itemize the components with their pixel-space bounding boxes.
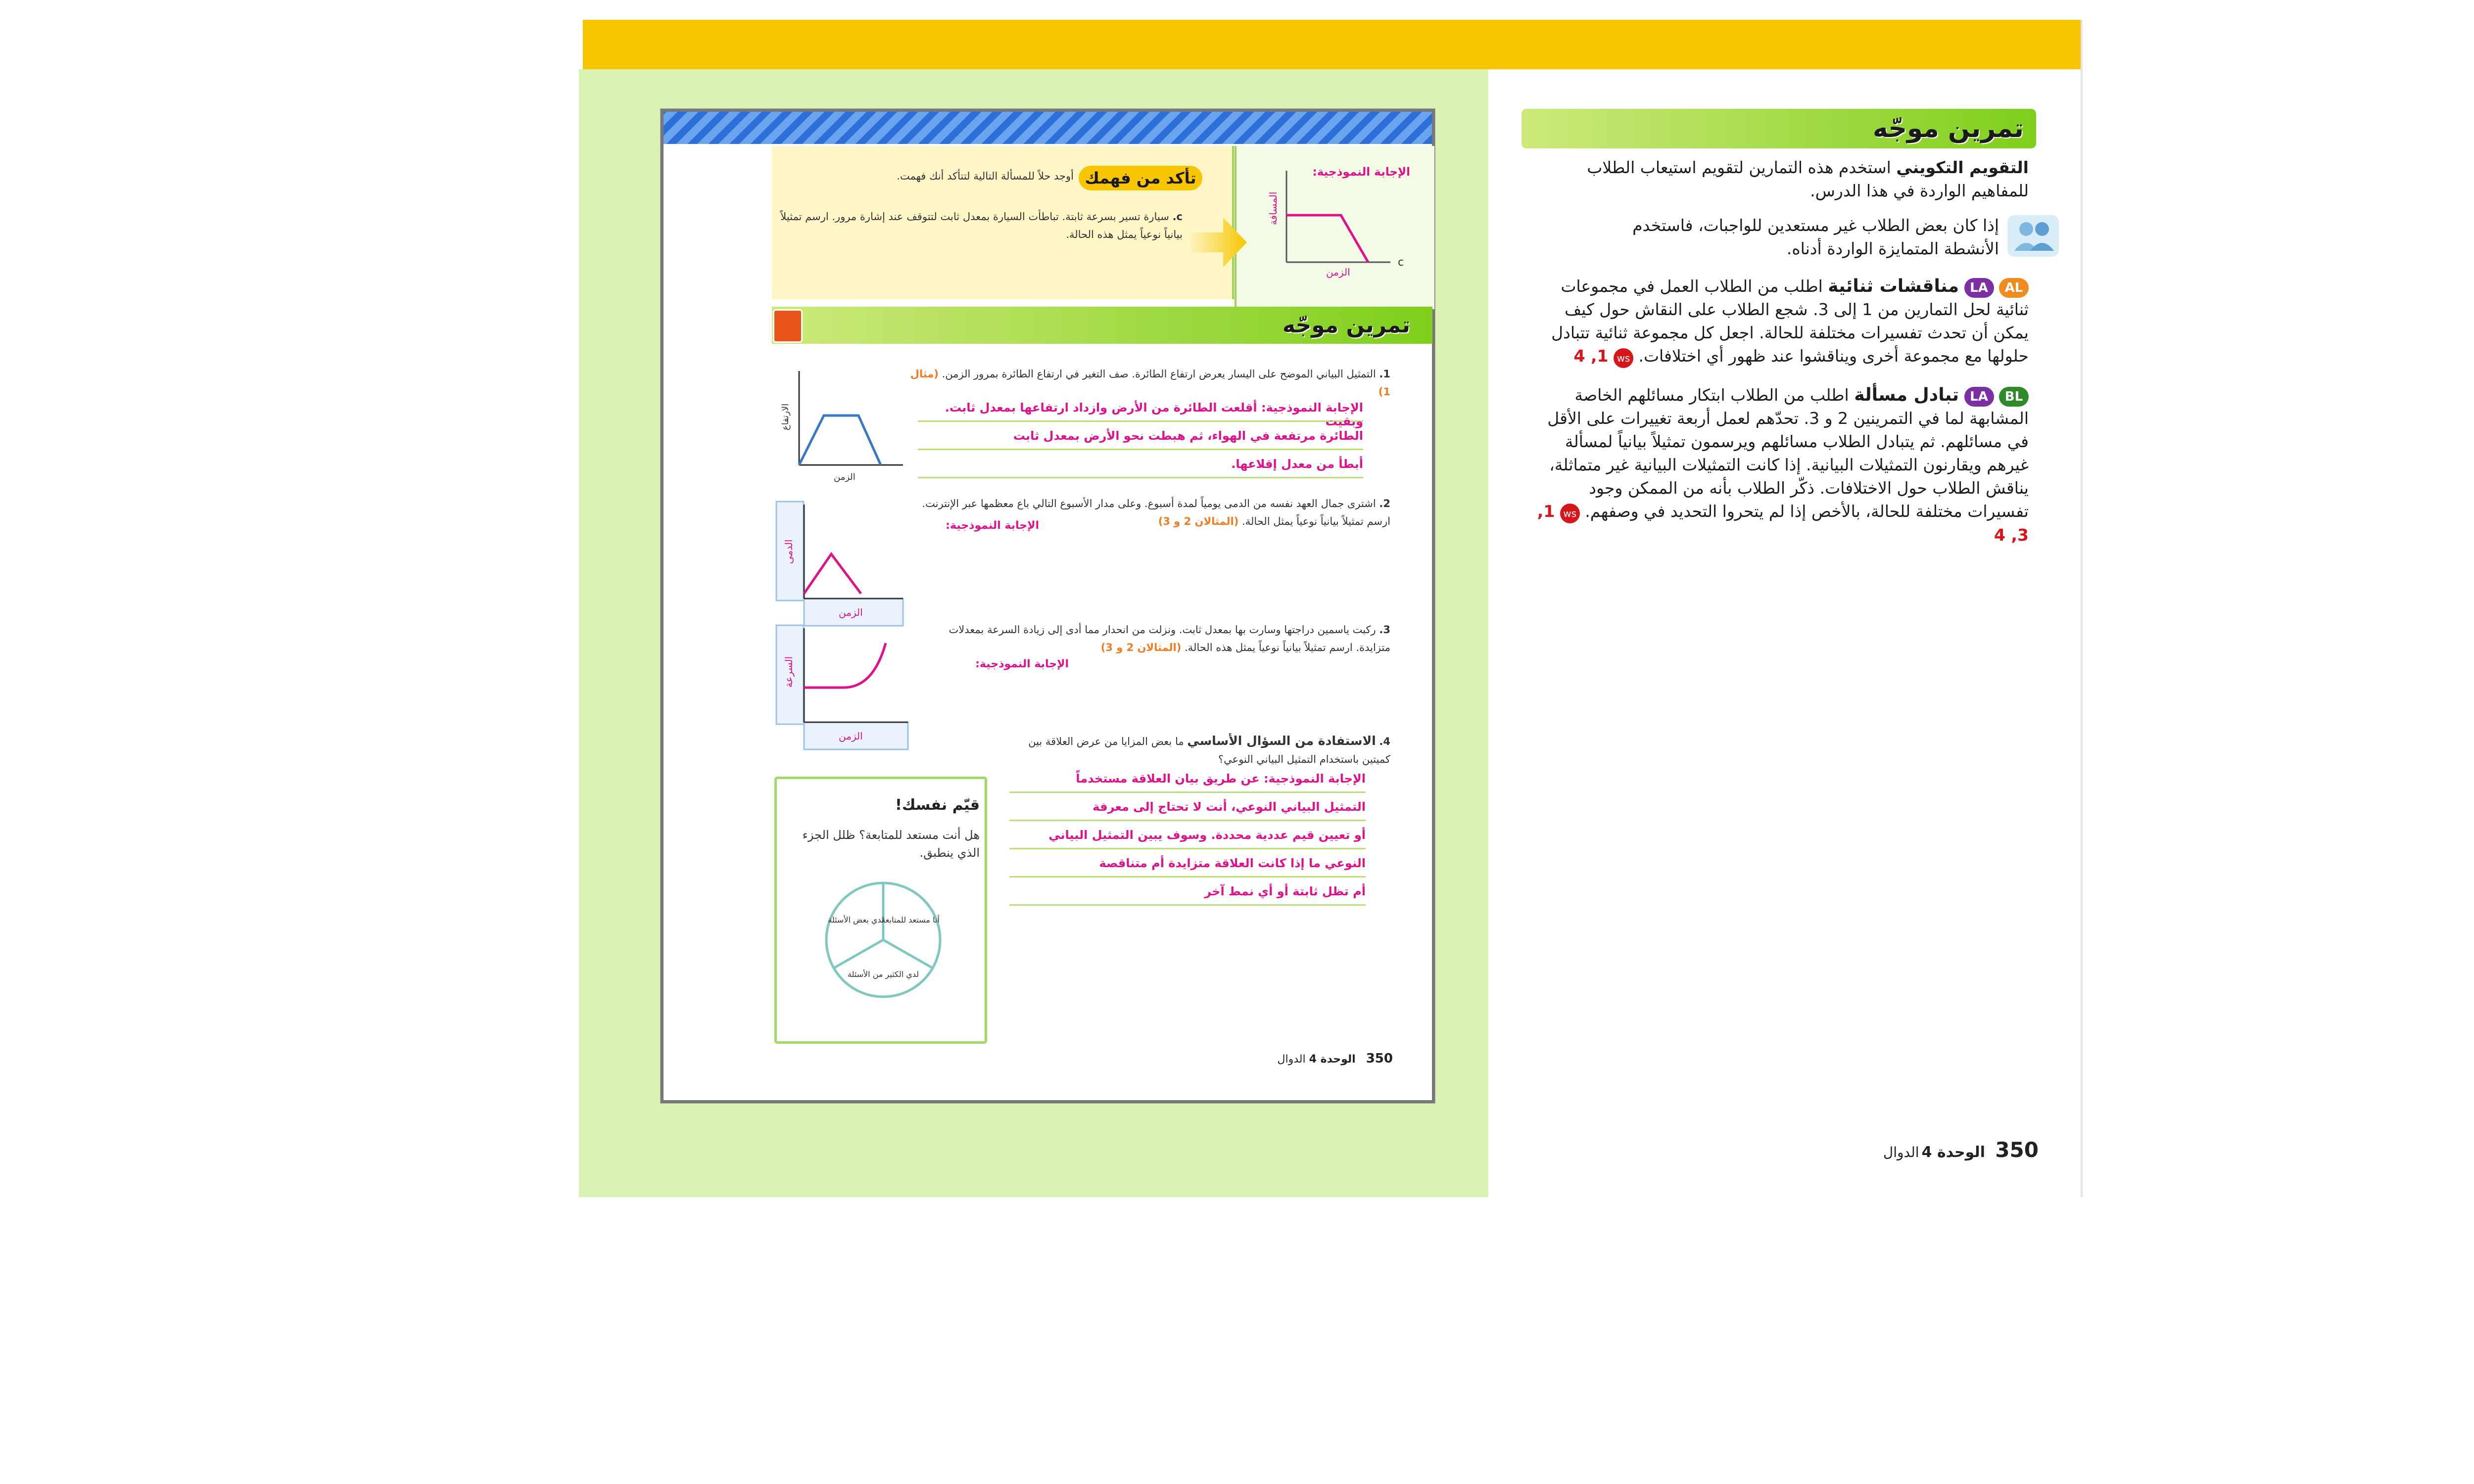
answer-line: الإجابة النموذجية: عن طريق بيان العلاقة مستخدماً bbox=[1009, 772, 1366, 793]
student-page-footer bbox=[1269, 1051, 1393, 1076]
formative-lead: التقويم التكويني bbox=[1896, 158, 2029, 177]
swap-refs: 1, 3, 4 bbox=[1537, 502, 2029, 545]
ws-icon: ws bbox=[1614, 348, 1633, 368]
problem-3-number: 3. bbox=[1379, 624, 1390, 636]
answer-line: النوعي ما إذا كانت العلاقة متزايدة أم متناقصة bbox=[1009, 856, 1366, 878]
answer-line: أبطأ من معدل إقلاعها. bbox=[918, 457, 1363, 478]
self-check-question: هل أنت مستعد للمتابعة؟ ظلل الجزء الذي ينطبق. bbox=[802, 828, 980, 860]
problem-1-graph-y-label: الارتفاع bbox=[780, 403, 791, 430]
problem-1-number: 1. bbox=[1379, 368, 1390, 380]
teacher-topic-label: الدوال bbox=[1883, 1144, 1919, 1160]
problem-3-graph-line bbox=[804, 643, 886, 688]
problem-3-graph-y-label: السرعة bbox=[783, 656, 795, 688]
problem-4-answers bbox=[1009, 772, 1366, 906]
ws-icon: ws bbox=[1560, 504, 1580, 523]
guided-practice-title-student: تمرين موجّه bbox=[1282, 313, 1410, 338]
answer-line: أم تظل ثابتة أو أي نمط آخر bbox=[1009, 884, 1366, 906]
check-problem-letter: c. bbox=[1172, 211, 1183, 223]
answer-line: الإجابة النموذجية: أقلعت الطائرة من الأرض وازداد ارتفاعها بمعدل ثابت. وبقيت bbox=[918, 401, 1363, 422]
problem-3-text: ركبت ياسمين دراجتها وسارت بها بمعدل ثابت. ونزلت من انحدار مما أدى إلى زيادة السرعة بمعدلات متزايدة. ارسم تمثيلاً بيانياً نوعياً يمثل هذه الحالة. bbox=[949, 624, 1390, 653]
problem-2-graph-line bbox=[804, 554, 861, 594]
check-graph-x-label: الزمن bbox=[1326, 266, 1350, 278]
answer-line: أو تعيين قيم عددية محددة. وسوف يبين التمثيل البياني bbox=[1009, 828, 1366, 849]
self-check-segment: لدي بعض الأسئلة bbox=[828, 915, 884, 925]
problem-3-ref: (المثالان 2 و 3) bbox=[1100, 642, 1182, 653]
problem-4 bbox=[1004, 732, 1390, 768]
check-graph-y-label: المسافة bbox=[1267, 191, 1279, 225]
check-graph bbox=[1267, 161, 1425, 279]
problem-2-ref: (المثالان 2 و 3) bbox=[1158, 515, 1239, 527]
problem-2-graph bbox=[774, 500, 908, 628]
problem-1-graph-x-label: الزمن bbox=[834, 472, 856, 482]
self-check-segment: لدي الكثير من الأسئلة bbox=[847, 970, 919, 979]
page-divider bbox=[2081, 20, 2083, 1197]
badge-bl: BL bbox=[1999, 387, 2029, 407]
people-icon bbox=[2006, 210, 2061, 260]
check-graph-tag: c bbox=[1398, 256, 1404, 269]
student-topic-label: الدوال bbox=[1277, 1053, 1306, 1066]
problem-2-answer-label: الإجابة النموذجية: bbox=[946, 519, 1039, 532]
student-unit-label: الوحدة 4 bbox=[1309, 1053, 1356, 1066]
top-color-bar bbox=[583, 20, 2082, 69]
student-page-number: 350 bbox=[1366, 1051, 1393, 1066]
problem-1-graph-line bbox=[799, 416, 881, 465]
teacher-unit-label: الوحدة 4 bbox=[1921, 1144, 1985, 1161]
check-problem bbox=[777, 208, 1183, 243]
problem-2-graph-x-label: الزمن bbox=[839, 606, 863, 618]
teacher-page-footer bbox=[1860, 1138, 2039, 1167]
self-check-title: قيّم نفسك! bbox=[895, 796, 980, 814]
homework-note: إذا كان بعض الطلاب غير مستعدين للواجبات، فاستخدم الأنشطة المتمايزة الواردة أدناه. bbox=[1632, 216, 1999, 258]
check-problem-text: سيارة تسير بسرعة ثابتة. تباطأت السيارة بمعدل ثابت لتتوقف عند إشارة مرور. ارسم تمثيلاً بيانياً نوعياً يمثل هذه الحالة. bbox=[780, 211, 1183, 240]
problem-swap bbox=[1531, 383, 2029, 547]
problem-3-graph bbox=[774, 623, 913, 752]
problem-4-text: ما بعض المزايا من عرض العلاقة بين كميتين باستخدام التمثيل البياني النوعي؟ bbox=[1028, 736, 1390, 765]
guided-practice-title: تمرين موجّه bbox=[1873, 114, 2024, 143]
problem-1-ref: (مثال 1) bbox=[910, 368, 1390, 398]
swap-lead: تبادل مسألة bbox=[1854, 385, 1959, 405]
problem-1-answers bbox=[918, 401, 1363, 478]
pair-lead: مناقشات ثنائية bbox=[1828, 276, 1959, 296]
self-check-segment: أنا مستعد للمتابعة bbox=[881, 915, 940, 925]
swap-text: اطلب من الطلاب ابتكار مسائلهم الخاصة المشابهة لما في التمرينين 2 و 3. تحدّهم لعمل أربعة تغييرات على الأقل في مسائلهم. ثم يتبادل الطلاب مسائلهم ويرسمون تمثيلاً بيانياً لمسألة غيرهم ويقارنون التمثيلات البيانية. إذا كانت التمثيلات البيانية غير متماثلة، يناقش الطلاب حول الاختلافات. ذكّر الطلاب بأنه من الممكن وجود تفسيرات مختلفة للحالة، بالأخص إذا لم يتحروا التحديد في وصفهم. bbox=[1547, 385, 2029, 521]
problem-2-number: 2. bbox=[1379, 498, 1390, 510]
pair-text: اطلب من الطلاب العمل في مجموعات ثنائية لحل التمارين من 1 إلى 3. شجع الطلاب على النقاش حول كيف يمكن أن تحدث تفسيرات مختلفة للحالة. اجعل كل مجموعة ثنائية تتبادل حلولها مع مجموعة أخرى ويناقشوا عند ظهور أي اختلافات. bbox=[1551, 277, 2029, 366]
badge-al: AL bbox=[1999, 278, 2029, 298]
problem-1 bbox=[901, 365, 1390, 401]
problem-3 bbox=[915, 621, 1390, 656]
check-understanding-label: تأكد من فهمك bbox=[1079, 166, 1202, 190]
self-check-pie[interactable] bbox=[814, 871, 952, 1009]
problem-1-text: التمثيل البياني الموضح على اليسار يعرض ارتفاع الطائرة. صف التغير في ارتفاع الطائرة بمرور الزمن. bbox=[942, 368, 1376, 380]
app-icon bbox=[773, 309, 803, 343]
header-stripe bbox=[664, 112, 1432, 144]
check-graph-line bbox=[1286, 215, 1368, 262]
problem-2-text: اشترى جمال العهد نفسه من الدمى يومياً لمدة أسبوع. وعلى مدار الأسبوع التالي باع معظمها عبر الإنترنت. ارسم تمثيلاً بيانياً نوعياً يمثل الحالة. bbox=[922, 498, 1390, 527]
problem-3-answer-label: الإجابة النموذجية: bbox=[975, 658, 1069, 670]
answer-line: التمثيل البياني النوعي، أنت لا تحتاج إلى معرفة bbox=[1009, 800, 1366, 821]
problem-3-graph-x-label: الزمن bbox=[839, 730, 863, 742]
problem-4-number: 4. bbox=[1379, 736, 1390, 747]
problem-1-graph bbox=[774, 366, 908, 485]
teacher-page-number: 350 bbox=[1995, 1138, 2039, 1162]
problem-4-lead: الاستفادة من السؤال الأساسي bbox=[1187, 734, 1376, 748]
formative-assessment bbox=[1531, 156, 2029, 202]
badge-la: LA bbox=[1964, 387, 1994, 407]
pair-refs: 1, 4 bbox=[1573, 346, 1609, 366]
badge-la: LA bbox=[1964, 278, 1994, 298]
sample-answer-label: الإجابة النموذجية: bbox=[1312, 166, 1410, 179]
pair-discussion bbox=[1531, 275, 2029, 368]
answer-line: الطائرة مرتفعة في الهواء، ثم هبطت نحو الأرض بمعدل ثابت bbox=[918, 429, 1363, 450]
formative-text: استخدم هذه التمارين لتقويم استيعاب الطلاب للمفاهيم الواردة في هذا الدرس. bbox=[1587, 158, 2029, 200]
check-instruction: أوجد حلاً للمسألة التالية لتتأكد أنك فهمت. bbox=[897, 170, 1074, 182]
problem-2-graph-y-label: الدمى bbox=[783, 539, 795, 564]
